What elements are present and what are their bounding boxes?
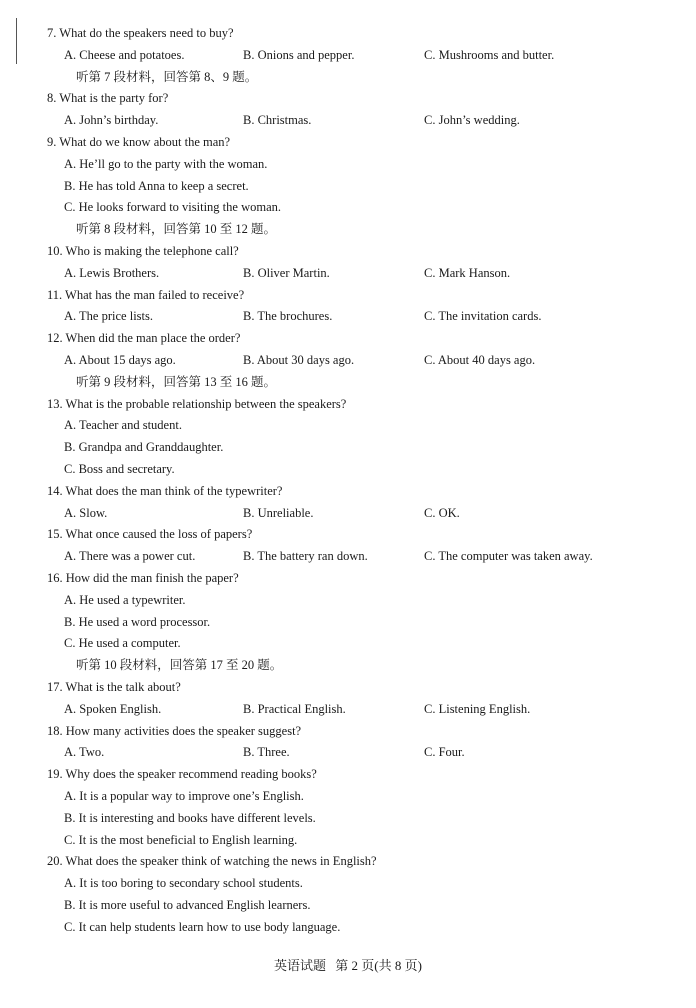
- question-stem: 9. What do we know about the man?: [47, 135, 231, 149]
- question-stem: 10. Who is making the telephone call?: [47, 244, 239, 258]
- answer-option-c: C. About 40 days ago.: [424, 353, 536, 367]
- answer-option-a: A. Lewis Brothers.: [64, 266, 160, 280]
- question-stem: 16. How did the man finish the paper?: [47, 571, 239, 585]
- answer-option-c: C. OK.: [424, 506, 460, 520]
- question-stem: 14. What does the man think of the typewriter?: [47, 484, 283, 498]
- answer-option-b: B. Three.: [243, 745, 290, 759]
- answer-option-b: B. Onions and pepper.: [243, 48, 355, 62]
- answer-option-c: C. Mushrooms and butter.: [424, 48, 555, 62]
- footer-subject: 英语试题: [274, 958, 327, 973]
- answer-option-b: B. The battery ran down.: [243, 549, 368, 563]
- footer-page-number: 第 2 页(共 8 页): [335, 958, 422, 973]
- answer-option-a: A. Cheese and potatoes.: [64, 48, 185, 62]
- answer-option-b: B. The brochures.: [243, 309, 333, 323]
- section-instruction: 听第 9 段材料，回答第 13 至 16 题。: [76, 375, 277, 389]
- section-instruction: 听第 8 段材料，回答第 10 至 12 题。: [76, 222, 277, 236]
- answer-option: A. He’ll go to the party with the woman.: [64, 157, 268, 171]
- answer-option-a: A. Spoken English.: [64, 702, 162, 716]
- answer-option-c: C. Listening English.: [424, 702, 531, 716]
- section-instruction: 听第 7 段材料，回答第 8、9 题。: [76, 70, 258, 84]
- answer-option-c: C. Mark Hanson.: [424, 266, 511, 280]
- answer-option: A. It is a popular way to improve one’s English.: [64, 789, 304, 803]
- answer-option: B. It is more useful to advanced English learners.: [64, 898, 311, 912]
- question-stem: 19. Why does the speaker recommend reading books?: [47, 767, 317, 781]
- answer-option: B. It is interesting and books have different levels.: [64, 811, 316, 825]
- question-stem: 7. What do the speakers need to buy?: [47, 26, 234, 40]
- answer-option-a: A. John’s birthday.: [64, 113, 159, 127]
- question-stem: 13. What is the probable relationship between the speakers?: [47, 397, 347, 411]
- answer-option-c: C. John’s wedding.: [424, 113, 520, 127]
- question-stem: 8. What is the party for?: [47, 91, 169, 105]
- question-stem: 17. What is the talk about?: [47, 680, 181, 694]
- answer-option-c: C. Four.: [424, 745, 465, 759]
- page-footer: [0, 958, 696, 974]
- question-stem: 11. What has the man failed to receive?: [47, 288, 245, 302]
- answer-option: B. He has told Anna to keep a secret.: [64, 179, 249, 193]
- answer-option-c: C. The invitation cards.: [424, 309, 542, 323]
- answer-option: A. He used a typewriter.: [64, 593, 186, 607]
- section-instruction: 听第 10 段材料，回答第 17 至 20 题。: [76, 658, 283, 672]
- answer-option: C. It can help students learn how to use body language.: [64, 920, 341, 934]
- answer-option-a: A. The price lists.: [64, 309, 153, 323]
- answer-option: C. He used a computer.: [64, 636, 181, 650]
- answer-option: B. He used a word processor.: [64, 615, 211, 629]
- answer-option: C. Boss and secretary.: [64, 462, 175, 476]
- question-stem: 12. When did the man place the order?: [47, 331, 241, 345]
- answer-option-b: B. Oliver Martin.: [243, 266, 330, 280]
- answer-option-a: A. About 15 days ago.: [64, 353, 176, 367]
- answer-option-a: A. Slow.: [64, 506, 108, 520]
- answer-option-b: B. Practical English.: [243, 702, 346, 716]
- answer-option-b: B. Unreliable.: [243, 506, 314, 520]
- answer-option-b: B. Christmas.: [243, 113, 312, 127]
- answer-option: C. He looks forward to visiting the woman.: [64, 200, 281, 214]
- answer-option-b: B. About 30 days ago.: [243, 353, 355, 367]
- answer-option-a: A. There was a power cut.: [64, 549, 196, 563]
- answer-option-a: A. Two.: [64, 745, 105, 759]
- question-stem: 18. How many activities does the speaker suggest?: [47, 724, 302, 738]
- answer-option: B. Grandpa and Granddaughter.: [64, 440, 224, 454]
- answer-option-c: C. The computer was taken away.: [424, 549, 593, 563]
- answer-option: A. Teacher and student.: [64, 418, 182, 432]
- answer-option: A. It is too boring to secondary school students.: [64, 876, 303, 890]
- question-stem: 20. What does the speaker think of watching the news in English?: [47, 854, 377, 868]
- answer-option: C. It is the most beneficial to English learning.: [64, 833, 298, 847]
- question-stem: 15. What once caused the loss of papers?: [47, 527, 253, 541]
